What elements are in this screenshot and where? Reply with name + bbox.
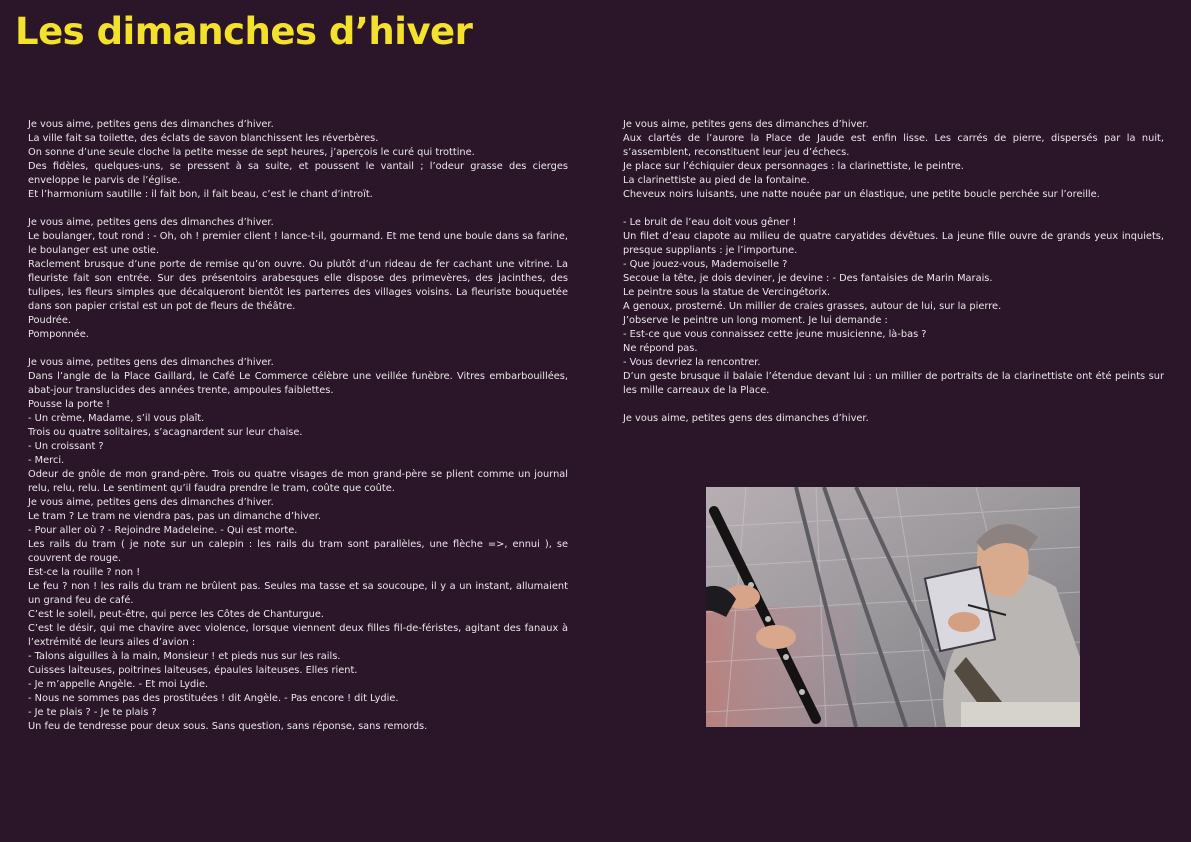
- paragraph: - Pour aller où ? - Rejoindre Madeleine. - Qui est morte.: [28, 525, 298, 536]
- paragraph: Aux clartés de l’aurore la Place de Jaude est enfin lisse. Les carrés de pierre, dispersés par la nuit, s’assemblent, reconstituent leur jeu d’échecs.: [623, 133, 1164, 158]
- paragraph: - Un croissant ?: [28, 441, 104, 452]
- paragraph: Je vous aime, petites gens des dimanches d’hiver.: [623, 119, 869, 130]
- clarinet-painter-photo: [706, 487, 1080, 727]
- paragraph-gap: [623, 398, 1164, 412]
- paragraph: Le feu ? non ! les rails du tram ne brûlent pas. Seules ma tasse et sa soucoupe, il y a un instant, allumaient un grand feu de café.: [28, 581, 568, 606]
- paragraph: - Merci.: [28, 455, 65, 466]
- paragraph: Le boulanger, tout rond : - Oh, oh ! premier client ! lance-t-il, gourmand. Et me tend une boule dans sa farine, le boulanger est une ostie.: [28, 231, 568, 256]
- paragraph: Je place sur l’échiquier deux personnages : la clarinettiste, le peintre.: [623, 161, 964, 172]
- paragraph: On sonne d’une seule cloche la petite messe de sept heures, j’aperçois le curé qui trottine.: [28, 147, 475, 158]
- right-text-column: [623, 118, 1164, 426]
- paragraph: Des fidèles, quelques-uns, se pressent à sa suite, et poussent le vantail ; l’odeur grasse des cierges enveloppe le parvis de l’église.: [28, 161, 568, 186]
- paragraph: Secoue la tête, je dois deviner, je devine : - Des fantaisies de Marin Marais.: [623, 273, 993, 284]
- paragraph: C’est le soleil, peut-être, qui perce les Côtes de Chanturgue.: [28, 609, 325, 620]
- paragraph: D’un geste brusque il balaie l’étendue devant lui : un millier de portraits de la clarinettiste ont été peints sur les mille carreaux de la Place.: [623, 371, 1164, 396]
- paragraph: Les rails du tram ( je note sur un calepin : les rails du tram sont parallèles, une flèche =>, ennui ), se couvrent de rouge.: [28, 539, 568, 564]
- paragraph-gap: [28, 202, 568, 216]
- photo-illustration: [706, 487, 1080, 727]
- paragraph: Cheveux noirs luisants, une natte nouée par un élastique, une petite boucle perchée sur l’oreille.: [623, 189, 1100, 200]
- paragraph-gap: [623, 202, 1164, 216]
- paragraph: Cuisses laiteuses, poitrines laiteuses, épaules laiteuses. Elles rient.: [28, 665, 358, 676]
- paragraph: - Talons aiguilles à la main, Monsieur ! et pieds nus sur les rails.: [28, 651, 341, 662]
- paragraph: La ville fait sa toilette, des éclats de savon blanchissent les réverbères.: [28, 133, 379, 144]
- paragraph: Le tram ? Le tram ne viendra pas, pas un dimanche d’hiver.: [28, 511, 321, 522]
- paragraph: Un feu de tendresse pour deux sous. Sans question, sans réponse, sans remords.: [28, 721, 428, 732]
- paragraph: A genoux, prosterné. Un millier de craies grasses, autour de lui, sur la pierre.: [623, 301, 1002, 312]
- left-text-column: [28, 118, 568, 734]
- paragraph: Odeur de gnôle de mon grand-père. Trois ou quatre visages de mon grand-père se plient comme un journal relu, relu, relu. Le sentiment qu’il faudra prendre le tram, coûte que coûte.: [28, 469, 568, 494]
- paragraph: - Le bruit de l’eau doit vous gêner !: [623, 217, 797, 228]
- paragraph: Je vous aime, petites gens des dimanches d’hiver.: [28, 119, 274, 130]
- paragraph-gap: [28, 342, 568, 356]
- paragraph: - Est-ce que vous connaissez cette jeune musicienne, là-bas ?: [623, 329, 927, 340]
- paragraph: C’est le désir, qui me chavire avec violence, lorsque viennent deux filles fil-de-féristes, agitant des fanaux à l’extrémité de leurs ailes d’avion :: [28, 623, 568, 648]
- paragraph: Trois ou quatre solitaires, s’acagnardent sur leur chaise.: [28, 427, 303, 438]
- paragraph: Je vous aime, petites gens des dimanches d’hiver.: [623, 413, 869, 424]
- page-title: Les dimanches d’hiver: [15, 10, 473, 53]
- paragraph: J’observe le peintre un long moment. Je lui demande :: [623, 315, 888, 326]
- paragraph: Pousse la porte !: [28, 399, 111, 410]
- paragraph: Je vous aime, petites gens des dimanches d’hiver.: [28, 497, 274, 508]
- paragraph: - Que jouez-vous, Mademoiselle ?: [623, 259, 788, 270]
- paragraph: - Nous ne sommes pas des prostituées ! dit Angèle. - Pas encore ! dit Lydie.: [28, 693, 399, 704]
- paragraph: Raclement brusque d’une porte de remise qu’on ouvre. Ou plutôt d’un rideau de fer cachant une vitrine. La fleuriste fait son entrée. Sur des présentoirs arabesques elle dispose des primevères, des jacinthes, des tulipes, les fleurs simples que décalqueront bientôt les parterres des villages voisins. La fleuriste bouquetée dans son papier cristal est un pot de fleurs de théâtre.: [28, 259, 568, 312]
- paragraph: Je vous aime, petites gens des dimanches d’hiver.: [28, 357, 274, 368]
- paragraph: Pomponnée.: [28, 329, 89, 340]
- paragraph: Dans l’angle de la Place Gaillard, le Café Le Commerce célèbre une veillée funèbre. Vitres embarbouillées, abat-jour translucides des années trente, ampoules faiblettes.: [28, 371, 568, 396]
- paragraph: Un filet d’eau clapote au milieu de quatre caryatides dévêtues. La jeune fille ouvre de grands yeux inquiets, presque suppliants : je l’importune.: [623, 231, 1164, 256]
- paragraph: Ne répond pas.: [623, 343, 698, 354]
- paragraph: - Je te plais ? - Je te plais ?: [28, 707, 157, 718]
- paragraph: Je vous aime, petites gens des dimanches d’hiver.: [28, 217, 274, 228]
- paragraph: - Un crème, Madame, s’il vous plaît.: [28, 413, 205, 424]
- paragraph: - Vous devriez la rencontrer.: [623, 357, 761, 368]
- paragraph: - Je m’appelle Angèle. - Et moi Lydie.: [28, 679, 209, 690]
- paragraph: Et l’harmonium sautille : il fait bon, il fait beau, c’est le chant d’introït.: [28, 189, 373, 200]
- paragraph: Le peintre sous la statue de Vercingétorix.: [623, 287, 831, 298]
- paragraph: La clarinettiste au pied de la fontaine.: [623, 175, 810, 186]
- paragraph: Poudrée.: [28, 315, 71, 326]
- paragraph: Est-ce la rouille ? non !: [28, 567, 141, 578]
